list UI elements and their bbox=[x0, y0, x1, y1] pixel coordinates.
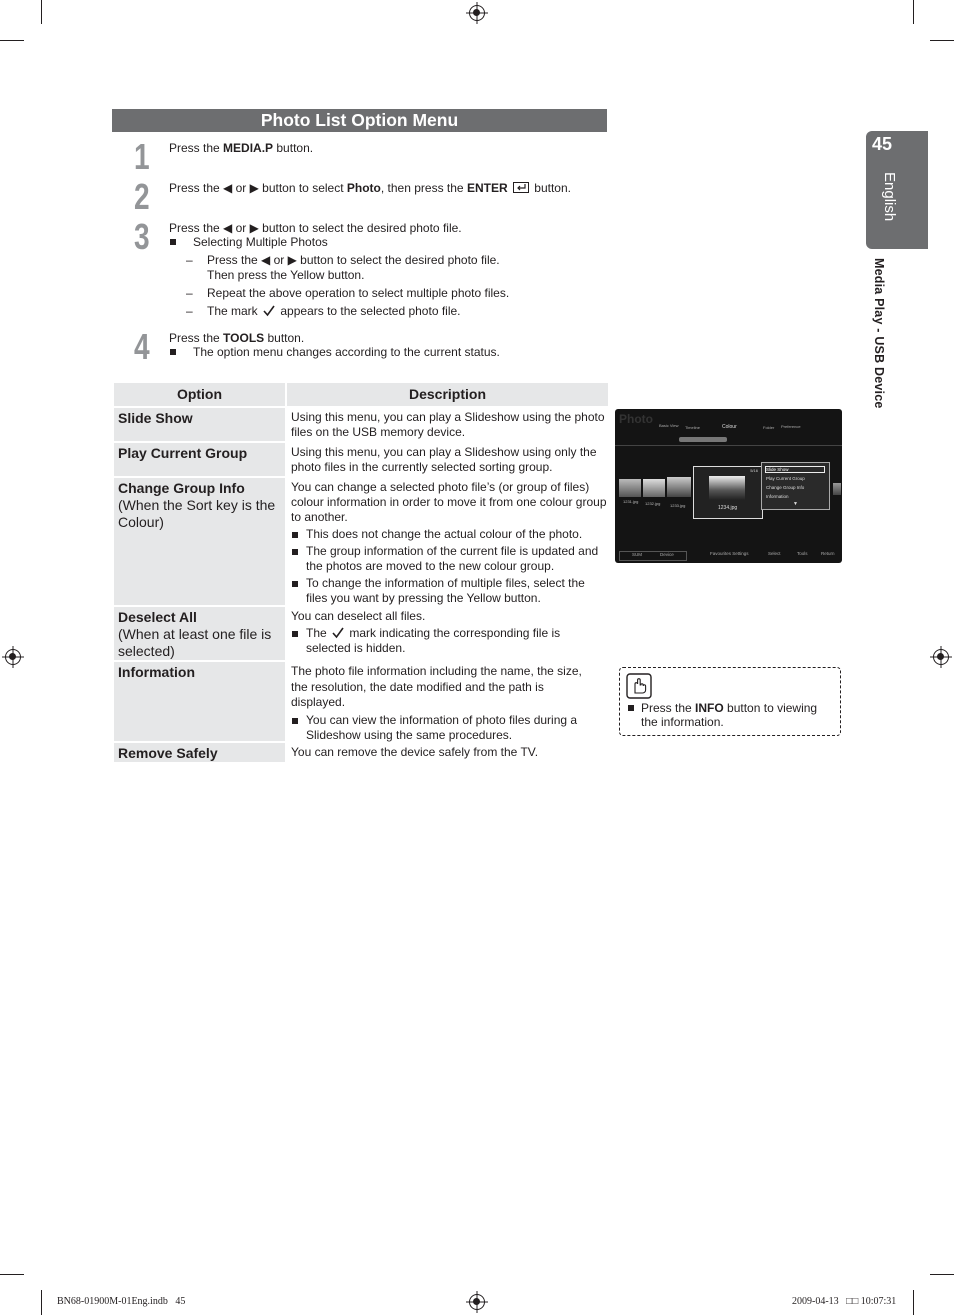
dash-item-text: Press the ◀ or ▶ button to select the desired photo file. bbox=[207, 253, 500, 267]
dash-item: – bbox=[186, 286, 193, 300]
tools-menu-item: Change Group Info bbox=[766, 485, 805, 490]
crop-mark bbox=[41, 1290, 42, 1315]
dash-item: – bbox=[186, 304, 193, 318]
table-row-option: Change Group Info (When the Sort key is the Colour) bbox=[114, 478, 285, 605]
note-hand-icon bbox=[626, 673, 652, 699]
checkmark-icon bbox=[263, 305, 275, 317]
step-number: 4 bbox=[134, 326, 150, 367]
registration-mark-icon bbox=[469, 1294, 485, 1310]
table-header-description: Description bbox=[287, 383, 608, 406]
thumb-label: 1232.jpg bbox=[645, 501, 661, 506]
screen-tab: Folder bbox=[763, 425, 775, 430]
crop-mark bbox=[913, 1290, 914, 1315]
bottom-right-label: Select bbox=[768, 551, 781, 556]
tools-menu-item: Information bbox=[766, 494, 789, 499]
table-row-description: Using this menu, you can play a Slideshow using only the photo files in the currently selected sorting group. bbox=[291, 445, 597, 474]
note-box bbox=[619, 667, 841, 736]
table-row-description: The photo file information including the name, the size, the resolution, the date modified and the path is displayed. You can view the information of photo files during a Slideshow using the same procedures. bbox=[291, 664, 591, 743]
crop-mark bbox=[930, 40, 954, 41]
crop-mark bbox=[41, 0, 42, 24]
screen-slider bbox=[679, 437, 727, 442]
bottom-bar bbox=[619, 551, 687, 561]
dash-item: – bbox=[186, 253, 193, 267]
page-number: 45 bbox=[872, 134, 893, 154]
step-1-text: Press the MEDIA.P button. bbox=[169, 141, 314, 155]
crop-mark bbox=[930, 1274, 954, 1275]
thumb-image bbox=[619, 479, 641, 497]
bullet-square-icon bbox=[628, 705, 634, 711]
checkmark-icon bbox=[332, 627, 344, 639]
tools-menu bbox=[761, 462, 830, 510]
footer-file: BN68-01900M-01Eng.indb 45 bbox=[57, 1296, 186, 1307]
language-label: English bbox=[881, 172, 898, 222]
table-row-option: Deselect All (When at least one file is selected) bbox=[114, 607, 285, 660]
tools-menu-item: Play Current Group bbox=[766, 476, 805, 481]
selected-photo bbox=[709, 476, 745, 500]
screen-title: Photo bbox=[619, 412, 653, 426]
table-row-description: You can deselect all files. The mark indicating the corresponding file is selected is hidden. bbox=[291, 609, 605, 656]
thumb-image bbox=[833, 483, 841, 495]
table-row-description: You can change a selected photo file’s (or group of files) colour information in order to move it from one colour group to another. This does not change the actual colour of the photo. The group information of the current file is updated and the photos are moved to the new colour group. To change the information of multiple files, select the files you want by pressing the Yellow button. bbox=[291, 480, 607, 605]
dash-item-text: The mark appears to the selected photo file. bbox=[207, 304, 461, 318]
bottom-right-label: Return bbox=[821, 551, 835, 556]
section-title: Media Play - USB Device bbox=[872, 258, 886, 409]
screen-tab: Colour bbox=[722, 424, 737, 430]
crop-mark bbox=[913, 0, 914, 24]
tools-menu-item: Slide Show bbox=[765, 466, 825, 473]
step-2-text: Press the ◀ or ▶ button to select Photo, then press the ENTER button. bbox=[169, 181, 571, 195]
bullet-square-icon bbox=[170, 349, 176, 355]
step-3-subtitle: Selecting Multiple Photos bbox=[170, 235, 328, 250]
bullet-square-icon bbox=[170, 239, 176, 245]
table-row-option: Remove Safely bbox=[114, 743, 285, 762]
registration-mark-icon bbox=[469, 5, 485, 21]
table-row-option: Slide Show bbox=[114, 408, 285, 441]
dash-item-text: Then press the Yellow button. bbox=[207, 268, 365, 282]
crop-mark bbox=[0, 40, 24, 41]
note-text: Press the INFO button to viewing the information. bbox=[628, 701, 833, 729]
table-header-option: Option bbox=[114, 383, 285, 406]
tv-screenshot bbox=[615, 409, 842, 563]
screen-tab: Basic View bbox=[659, 423, 679, 428]
crop-mark bbox=[0, 1274, 24, 1275]
selected-photo-frame bbox=[693, 466, 763, 519]
step-number: 1 bbox=[134, 136, 150, 177]
page-title: Photo List Option Menu bbox=[112, 109, 607, 132]
dash-item-text: Repeat the above operation to select multiple photo files. bbox=[207, 286, 510, 300]
step-3-text: Press the ◀ or ▶ button to select the desired photo file. bbox=[169, 221, 462, 235]
footer-datetime: 2009-04-13 □□ 10:07:31 bbox=[792, 1296, 897, 1307]
screen-divider bbox=[615, 445, 842, 446]
selected-photo-label: 1234.jpg bbox=[718, 505, 738, 511]
thumb-label: 1233.jpg bbox=[670, 503, 686, 508]
scroll-down-icon: ▼ bbox=[793, 501, 798, 507]
table-row-option: Information bbox=[114, 662, 285, 741]
registration-mark-icon bbox=[933, 649, 949, 665]
photo-counter: 5/16 bbox=[750, 468, 758, 473]
step-4-note: The option menu changes according to the current status. bbox=[170, 345, 500, 360]
step-number: 2 bbox=[134, 176, 150, 217]
screen-tab: Timeline bbox=[685, 425, 700, 430]
registration-mark-icon bbox=[5, 649, 21, 665]
step-number: 3 bbox=[134, 216, 150, 257]
thumb-label: 1231.jpg bbox=[623, 499, 639, 504]
table-row-description: You can remove the device safely from the TV. bbox=[291, 745, 539, 759]
bottom-left-label: SUM bbox=[632, 552, 642, 557]
bottom-left-label: Device bbox=[660, 552, 674, 557]
table-row-description: Using this menu, you can play a Slideshow using the photo files on the USB memory device. bbox=[291, 410, 605, 439]
screen-tab: Preference bbox=[781, 424, 801, 429]
thumb-image bbox=[667, 477, 691, 497]
bottom-right-label: Favourites Settings bbox=[710, 551, 749, 556]
thumb-image bbox=[643, 479, 665, 497]
bottom-right-label: Tools bbox=[797, 551, 808, 556]
enter-icon bbox=[513, 182, 529, 193]
step-4-text: Press the TOOLS button. bbox=[169, 331, 305, 345]
table-row-option: Play Current Group bbox=[114, 443, 285, 476]
